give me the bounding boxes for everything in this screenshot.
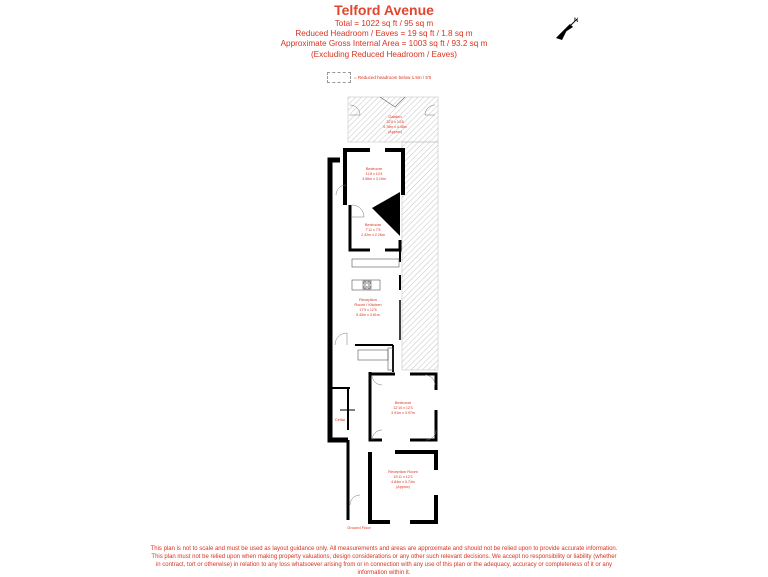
bedroom1-dims-imperial: 11'8 x 10'4 xyxy=(365,172,383,176)
bedroom1-dims-metric: 3.56m x 3.15m xyxy=(362,177,386,181)
reception-dims-metric: 4.84m x 3.74m xyxy=(391,480,415,484)
reception-kitchen-dims-imperial: 17'9 x 12'5 xyxy=(359,308,377,312)
garden-dims-imperial: 32'0 x 14'8 xyxy=(386,120,404,124)
reception-dims-imperial: 15'11 x 12'3 xyxy=(393,475,413,479)
bedroom3-label: Bedroom xyxy=(394,400,412,405)
excluding-note: (Excluding Reduced Headroom / Eaves) xyxy=(310,49,458,59)
bedroom1-label: Bedroom xyxy=(365,166,383,171)
bedroom3-dims-metric: 3.91m x 3.97m xyxy=(391,411,415,415)
garden-dims-metric: 9.76m x 4.48m xyxy=(383,125,407,129)
page-title: Telford Avenue xyxy=(334,2,434,18)
legend-text: = Reduced headroom below 1.5m / 5'0 xyxy=(354,75,432,80)
reception-label: Reception Room xyxy=(388,469,418,474)
cellar-label: Cellar xyxy=(334,417,346,422)
gross-internal-area: Approximate Gross Internal Area = 1003 sq ft / 93.2 sq m xyxy=(280,39,488,49)
bedroom3-dims-imperial: 12'10 x 12'3 xyxy=(393,406,413,410)
svg-text:N: N xyxy=(574,18,579,24)
garden-note: (Approx) xyxy=(388,130,402,134)
garden-label: Garden xyxy=(388,114,402,119)
reduced-headroom-area: Reduced Headroom / Eaves = 19 sq ft / 1.8 sq m xyxy=(295,29,473,39)
reception-kitchen-label: Reception xyxy=(358,297,378,302)
bedroom2-dims-metric: 2.42m x 2.26m xyxy=(361,233,385,237)
reception-kitchen-label-2: Room / Kitchen xyxy=(354,302,382,307)
total-area: Total = 1022 sq ft / 95 sq m xyxy=(334,19,434,28)
reception-kitchen-dims-metric: 5.40m x 3.81m xyxy=(356,313,380,317)
disclaimer-text: This plan is not to scale and must be used as layout guidance only. All measurements and areas are approximate and should not be relied upon to provide accurate information. This plan must not be relied upon when making property valuations, design considerations or any other such relevant decisions. We accept no responsibility or liability (whether in contract, tort or otherwise) in relation to any loss whatsoever arising from or in connection with any use of this plan or the adequacy, accuracy or completeness of it or any information within it. xyxy=(150,546,618,576)
reception-note: (Approx) xyxy=(396,485,410,489)
floor-label: Ground Floor xyxy=(347,525,371,530)
bedroom2-label: Bedroom xyxy=(364,222,382,227)
bedroom2-dims-imperial: 7'11 x 7'5 xyxy=(365,228,381,232)
